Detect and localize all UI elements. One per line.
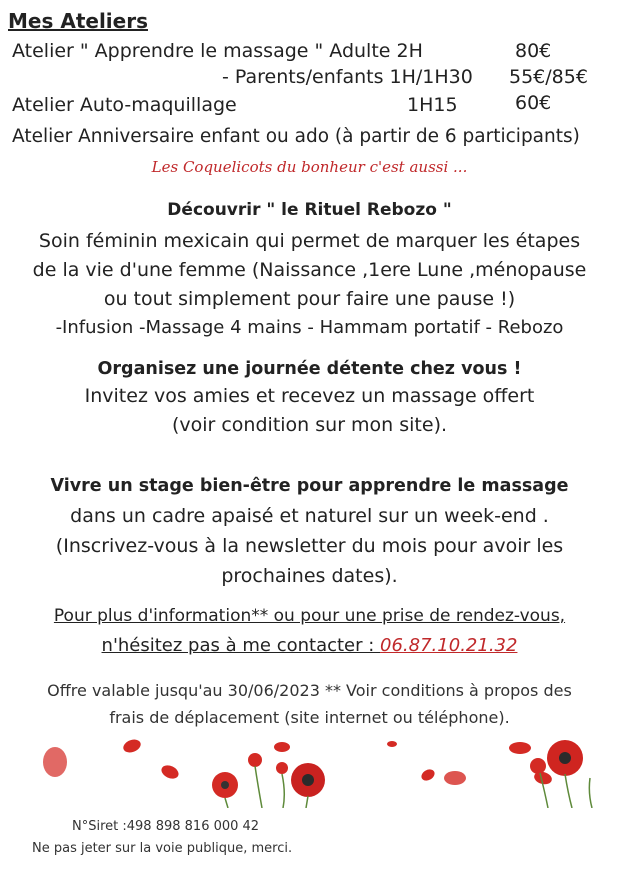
siret: N°Siret :498 898 816 000 42: [72, 819, 260, 834]
rebozo-line: de la vie d'une femme (Naissance ,1ere Lune ,ménopause: [32, 259, 587, 281]
journee-title: Organisez une journée détente chez vous !: [97, 359, 522, 379]
stage-line: prochaines dates).: [221, 565, 398, 587]
litter-notice: Ne pas jeter sur la voie publique, merci.: [32, 841, 293, 856]
workshop-makeup-name: Atelier Auto-maquillage: [12, 94, 237, 116]
workshop-adult-price: 80€: [515, 40, 552, 62]
journee-line: (voir condition sur mon site).: [171, 414, 448, 436]
offer-line: Offre valable jusqu'au 30/06/2023 ** Voir conditions à propos des: [47, 681, 572, 700]
workshop-adult-name: Atelier " Apprendre le massage " Adulte 2H: [12, 40, 423, 62]
phone-number[interactable]: 06.87.10.21.32: [380, 635, 518, 656]
offer-line: frais de déplacement (site internet ou téléphone).: [109, 708, 510, 727]
rebozo-title: Découvrir " le Rituel Rebozo ": [167, 200, 452, 220]
workshop-parents-name: - Parents/enfants 1H/1H30: [222, 66, 473, 88]
journee-line: Invitez vos amies et recevez un massage offert: [84, 385, 535, 407]
stage-line: (Inscrivez-vous à la newsletter du mois pour avoir les: [55, 535, 564, 557]
stage-title: Vivre un stage bien-être pour apprendre le massage: [50, 476, 569, 496]
poppies-image: [0, 738, 619, 808]
rebozo-line: Soin féminin mexicain qui permet de marquer les étapes: [38, 230, 581, 252]
contact-line: Pour plus d'information** ou pour une prise de rendez-vous,: [53, 606, 566, 626]
contact-text: n'hésitez pas à me contacter :: [101, 635, 381, 656]
workshop-birthday-name: Atelier Anniversaire enfant ou ado (à partir de 6 participants): [12, 126, 580, 147]
workshop-parents-price: 55€/85€: [509, 66, 588, 88]
workshop-makeup-duration: 1H15: [407, 94, 458, 116]
stage-line: dans un cadre apaisé et naturel sur un week-end .: [70, 505, 549, 527]
rebozo-line: -Infusion -Massage 4 mains - Hammam portatif - Rebozo: [55, 317, 564, 338]
tagline: Les Coquelicots du bonheur c'est aussi ...: [151, 158, 468, 176]
workshop-makeup-price: 60€: [515, 92, 552, 114]
contact-line-2: [0, 634, 619, 658]
rebozo-line: ou tout simplement pour faire une pause !): [103, 288, 516, 310]
page-title: Mes Ateliers: [8, 9, 148, 33]
